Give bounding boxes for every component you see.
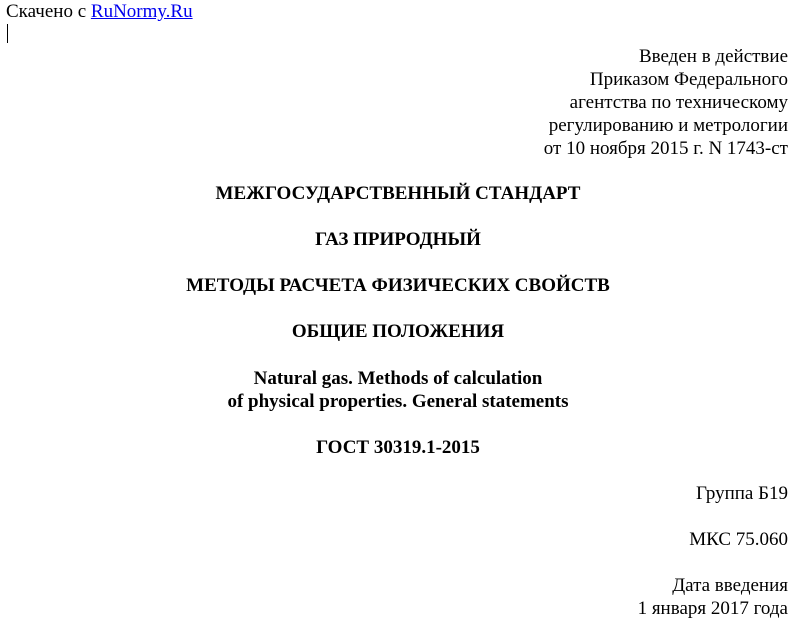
effective-block bbox=[638, 574, 788, 620]
standard-type-heading: МЕЖГОСУДАРСТВЕННЫЙ СТАНДАРТ bbox=[215, 183, 581, 204]
mks-code: МКС 75.060 bbox=[689, 529, 788, 550]
introduced-line: регулированию и метрологии bbox=[548, 115, 788, 136]
group-code: Группа Б19 bbox=[696, 483, 788, 504]
introduced-line: от 10 ноября 2015 г. N 1743-ст bbox=[543, 138, 788, 159]
methods-heading: МЕТОДЫ РАСЧЕТА ФИЗИЧЕСКИХ СВОЙСТВ bbox=[186, 275, 610, 296]
standard-code: ГОСТ 30319.1-2015 bbox=[316, 437, 480, 458]
introduced-block bbox=[544, 45, 788, 160]
source-line bbox=[6, 0, 193, 23]
source-link[interactable]: RuNormy.Ru bbox=[90, 1, 193, 22]
introduced-line: агентства по техническому bbox=[569, 92, 788, 113]
text-cursor bbox=[7, 24, 8, 43]
english-title-line2: of physical properties. General statements bbox=[227, 391, 569, 412]
effective-date: 1 января 2017 года bbox=[637, 598, 788, 619]
subject-heading: ГАЗ ПРИРОДНЫЙ bbox=[315, 229, 481, 250]
part-heading: ОБЩИЕ ПОЛОЖЕНИЯ bbox=[291, 321, 505, 342]
english-title-line1: Natural gas. Methods of calculation bbox=[253, 368, 543, 389]
introduced-line: Введен в действие bbox=[638, 46, 788, 67]
effective-label: Дата введения bbox=[672, 575, 788, 596]
source-prefix: Скачено с bbox=[6, 1, 87, 22]
introduced-line: Приказом Федерального bbox=[589, 69, 788, 90]
